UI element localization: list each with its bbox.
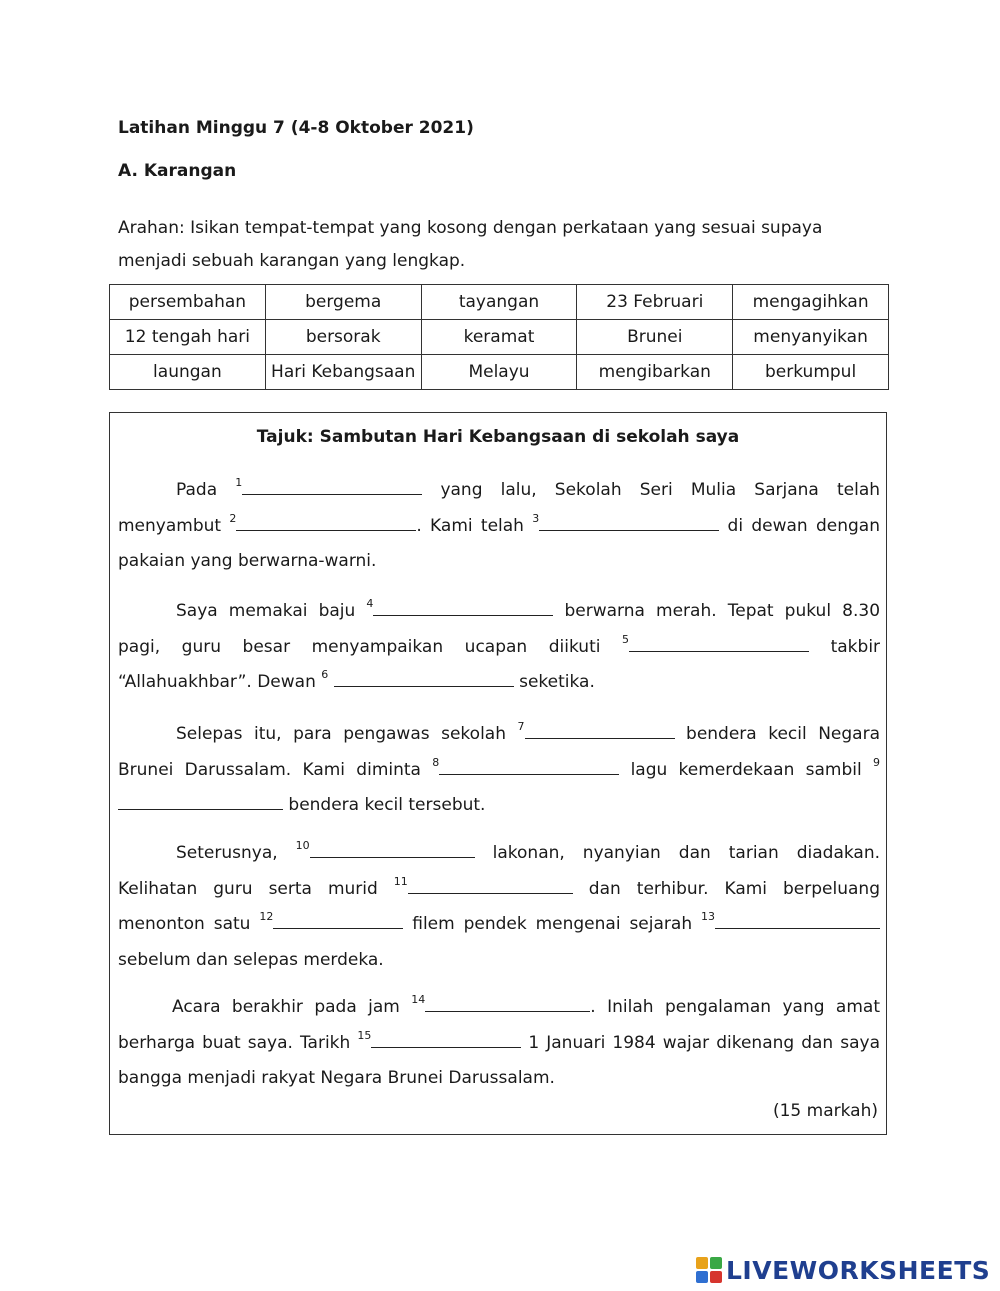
section-heading: A. Karangan	[118, 161, 237, 181]
text: . Inilah pengalaman yang amat berharga buat saya. Tarikh	[118, 997, 880, 1053]
word-bank-cell: laungan	[110, 355, 266, 390]
word-bank-cell: mengibarkan	[577, 355, 733, 390]
blank-number: 11	[393, 874, 408, 888]
word-bank-cell: persembahan	[110, 285, 266, 320]
answer-blank-10[interactable]	[310, 841, 475, 858]
word-bank-cell: berkumpul	[733, 355, 889, 390]
blank-number: 9	[873, 755, 881, 769]
answer-blank-8[interactable]	[439, 758, 619, 775]
word-bank-cell: tayangan	[421, 285, 577, 320]
text: yang lalu, Sekolah Seri Mulia Sarjana telah menyambut	[118, 480, 881, 536]
answer-blank-13[interactable]	[715, 912, 880, 929]
answer-blank-14[interactable]	[425, 995, 590, 1012]
word-bank-table	[109, 284, 889, 390]
word-bank-cell: Hari Kebangsaan	[265, 355, 421, 390]
word-bank-cell: menyanyikan	[733, 320, 889, 355]
total-marks: (15 markah)	[772, 1101, 878, 1121]
text: Acara berakhir pada jam	[172, 997, 400, 1017]
word-bank-cell: Brunei	[577, 320, 733, 355]
word-bank-cell: Melayu	[421, 355, 577, 390]
essay-title: Tajuk: Sambutan Hari Kebangsaan di sekolah saya	[256, 427, 740, 447]
blank-number: 1	[235, 476, 243, 489]
text: Seterusnya,	[176, 843, 278, 863]
answer-blank-5[interactable]	[629, 635, 809, 652]
blank-number: 13	[701, 910, 715, 923]
blank-number: 3	[532, 511, 540, 525]
answer-blank-9[interactable]	[118, 793, 283, 810]
blank-number: 2	[229, 511, 237, 525]
answer-blank-2[interactable]	[236, 514, 416, 531]
text: bendera kecil tersebut.	[288, 795, 486, 815]
answer-blank-12[interactable]	[273, 912, 403, 929]
text: lakonan, nyanyian dan tarian diadakan. Kelihatan guru serta murid	[118, 843, 881, 899]
blank-number: 6	[321, 668, 329, 681]
text: Saya memakai baju	[176, 601, 356, 621]
word-bank-cell: 12 tengah hari	[110, 320, 266, 355]
text: dan terhibur. Kami berpeluang menonton satu	[118, 878, 880, 934]
answer-blank-6[interactable]	[334, 670, 514, 687]
blank-number: 10	[295, 839, 310, 852]
answer-blank-1[interactable]	[242, 478, 422, 495]
essay-box	[109, 412, 887, 1135]
liveworksheets-logo	[696, 1255, 990, 1285]
text: Selepas itu, para pengawas sekolah	[176, 724, 506, 744]
logo-text: LIVEWORKSHEETS	[726, 1255, 991, 1285]
blank-number: 7	[517, 720, 525, 733]
blank-number: 5	[622, 632, 630, 646]
blank-number: 12	[259, 910, 274, 923]
word-bank-cell: bergema	[265, 285, 421, 320]
word-bank-cell: keramat	[421, 320, 577, 355]
blank-number: 8	[432, 755, 440, 769]
answer-blank-4[interactable]	[373, 599, 553, 616]
text: lagu kemerdekaan sambil	[630, 759, 862, 780]
paragraph-5	[118, 990, 880, 1097]
word-bank-row	[110, 320, 889, 355]
word-bank-cell: bersorak	[265, 320, 421, 355]
page-title: Latihan Minggu 7 (4-8 Oktober 2021)	[118, 118, 474, 138]
word-bank-cell: mengagihkan	[733, 285, 889, 320]
logo-icon	[696, 1257, 722, 1283]
text: sebelum dan selepas merdeka.	[118, 949, 384, 970]
text: berwarna merah. Tepat pukul 8.30 pagi, guru besar menyampaikan ucapan diikuti	[118, 601, 881, 657]
text: seketika.	[519, 672, 595, 692]
answer-blank-15[interactable]	[371, 1031, 521, 1048]
paragraph-3	[118, 717, 880, 824]
answer-blank-7[interactable]	[525, 722, 675, 739]
instruction-text: Arahan: Isikan tempat-tempat yang kosong dengan perkataan yang sesuai supaya menjadi sebuah karangan yang lengkap.	[118, 218, 823, 271]
paragraph-2	[118, 594, 880, 701]
word-bank-cell: 23 Februari	[577, 285, 733, 320]
paragraph-4	[118, 836, 880, 978]
paragraph-1	[118, 473, 880, 580]
word-bank-row	[110, 355, 889, 390]
answer-blank-11[interactable]	[408, 877, 573, 894]
blank-number: 14	[411, 993, 426, 1006]
text: Pada	[176, 480, 218, 500]
text: 1 Januari 1984 wajar dikenang dan saya bangga menjadi rakyat Negara Brunei Darussalam.	[118, 1032, 880, 1088]
blank-number: 15	[357, 1028, 372, 1042]
text: di dewan dengan pakaian yang berwarna-warni.	[118, 515, 880, 571]
answer-blank-3[interactable]	[539, 514, 719, 531]
word-bank-row	[110, 285, 889, 320]
text: filem pendek mengenai sejarah	[412, 914, 693, 934]
blank-number: 4	[366, 597, 374, 610]
text: . Kami telah	[416, 515, 524, 536]
text: bendera kecil Negara Brunei Darussalam. Kami diminta	[118, 724, 881, 780]
text: takbir “Allahuakhbar”. Dewan	[118, 636, 881, 692]
